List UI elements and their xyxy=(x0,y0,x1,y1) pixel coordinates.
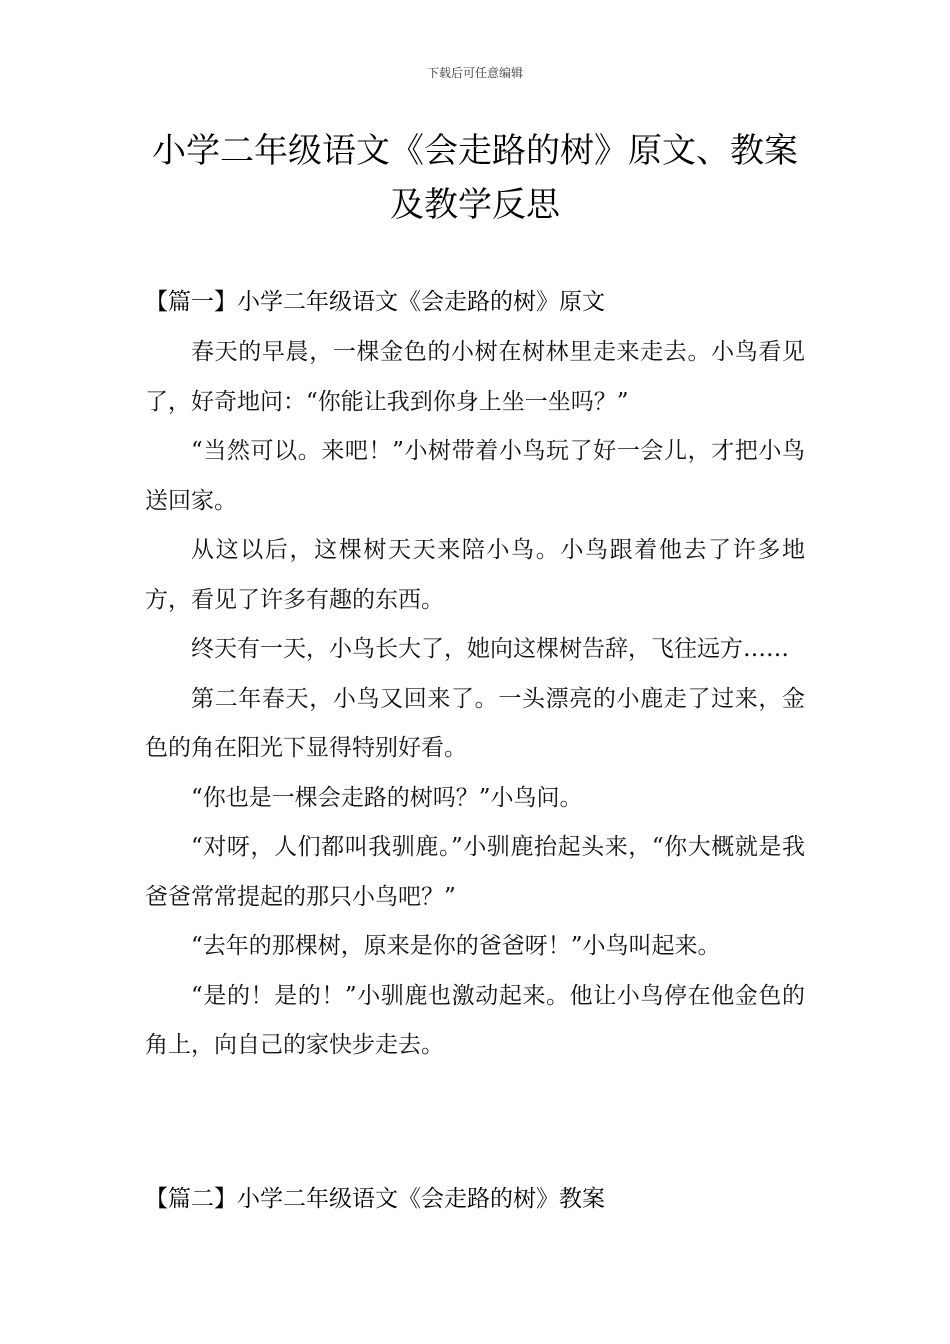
section-heading-2: 【篇二】小学二年级语文《会走路的树》教案 xyxy=(145,1186,605,1212)
paragraph: “是的！是的！”小驯鹿也激动起来。他让小鸟停在他金色的角上，向自己的家快步走去。 xyxy=(145,982,805,1058)
paragraph: “当然可以。来吧！”小树带着小鸟玩了好一会儿，才把小鸟送回家。 xyxy=(145,438,805,514)
paragraph: 终天有一天，小鸟长大了，她向这棵树告辞，飞往远方…… xyxy=(191,636,789,662)
section-heading-1: 【篇一】小学二年级语文《会走路的树》原文 xyxy=(145,289,605,315)
document-title: 小学二年级语文《会走路的树》原文、教案及教学反思 xyxy=(152,131,798,225)
paragraph: “对呀，人们都叫我驯鹿。”小驯鹿抬起头来，“你大概就是我爸爸常常提起的那只小鸟吧？” xyxy=(145,834,805,910)
paragraph: 第二年春天，小鸟又回来了。一头漂亮的小鹿走了过来，金色的角在阳光下显得特别好看。 xyxy=(145,685,805,761)
header-note: 下载后可任意编辑 xyxy=(426,66,523,80)
paragraph: 春天的早晨，一棵金色的小树在树林里走来走去。小鸟看见了，好奇地问：“你能让我到你身上坐一坐吗？” xyxy=(145,339,805,415)
paragraph: “你也是一棵会走路的树吗？”小鸟问。 xyxy=(191,784,583,811)
paragraph: “去年的那棵树，原来是你的爸爸呀！”小鸟叫起来。 xyxy=(191,933,721,959)
paragraph: 从这以后，这棵树天天来陪小鸟。小鸟跟着他去了许多地方，看见了许多有趣的东西。 xyxy=(145,537,805,613)
article-body xyxy=(145,328,805,1071)
